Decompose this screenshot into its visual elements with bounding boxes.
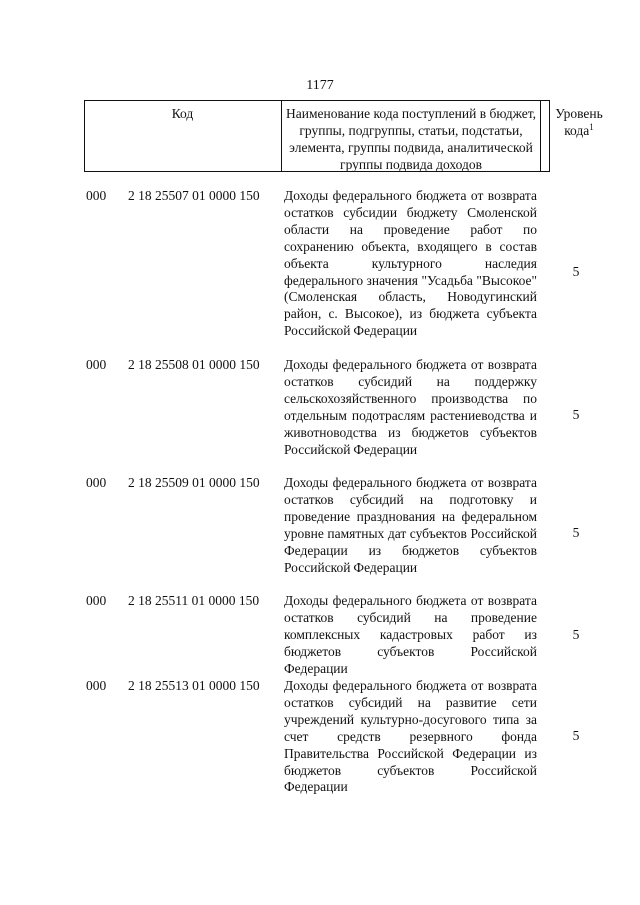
admin-code: 000 (86, 188, 107, 203)
header-name: Наименование кода поступлений в бюджет, группы, подгруппы, статьи, подстатьи, элемента, группы подвида, аналитической группы подвида доходов (285, 106, 536, 172)
income-code: 2 18 25511 01 0000 150 (128, 593, 260, 608)
income-name: Доходы федерального бюджета от возврата остатков субсидий на развитие сети учреждений культурно-досугового типа за счет средств резервного фонда Правительства Российской Федерации из бюджетов субъектов Российской Федерации (284, 678, 537, 795)
table-header (84, 100, 603, 172)
header-level-label: Уровень кода (555, 106, 603, 138)
header-level-footnote: 1 (589, 122, 594, 132)
code-level: 5 (572, 264, 580, 279)
admin-code: 000 (86, 593, 107, 608)
income-code: 2 18 25509 01 0000 150 (128, 475, 260, 490)
admin-code: 000 (86, 475, 107, 490)
page-number: 1177 (306, 78, 334, 93)
income-code: 2 18 25508 01 0000 150 (128, 357, 260, 372)
code-level: 5 (572, 407, 580, 422)
income-code: 2 18 25513 01 0000 150 (128, 678, 260, 693)
header-level (542, 105, 616, 139)
income-code: 2 18 25507 01 0000 150 (128, 188, 260, 203)
admin-code: 000 (86, 678, 107, 693)
income-name: Доходы федерального бюджета от возврата остатков субсидий на проведение комплексных кадастровых работ из бюджетов субъектов Российской Федерации (284, 593, 537, 676)
header-divider-name (540, 101, 541, 171)
income-name: Доходы федерального бюджета от возврата остатков субсидий на поддержку сельскохозяйственного производства по отдельным подотраслям растениеводства и животноводства из бюджетов субъектов Российской Федерации (284, 357, 537, 457)
code-level: 5 (572, 525, 580, 540)
code-level: 5 (572, 627, 580, 642)
header-code: Код (171, 106, 194, 121)
income-name: Доходы федерального бюджета от возврата остатков субсидий на подготовку и проведение празднования на федеральном уровне памятных дат субъектов Российской Федерации из бюджетов субъектов Российской Федерации (284, 475, 537, 575)
code-level: 5 (572, 728, 580, 743)
income-name: Доходы федерального бюджета от возврата остатков субсидии бюджету Смоленской области на проведение работ по сохранению объекта, входящего в состав объекта культурного наследия федерального значения "Усадьба "Высокое" (Смоленская область, Новодугинский район, с. Высокое), из бюджета субъекта Российской Федерации (284, 188, 537, 339)
admin-code: 000 (86, 357, 107, 372)
